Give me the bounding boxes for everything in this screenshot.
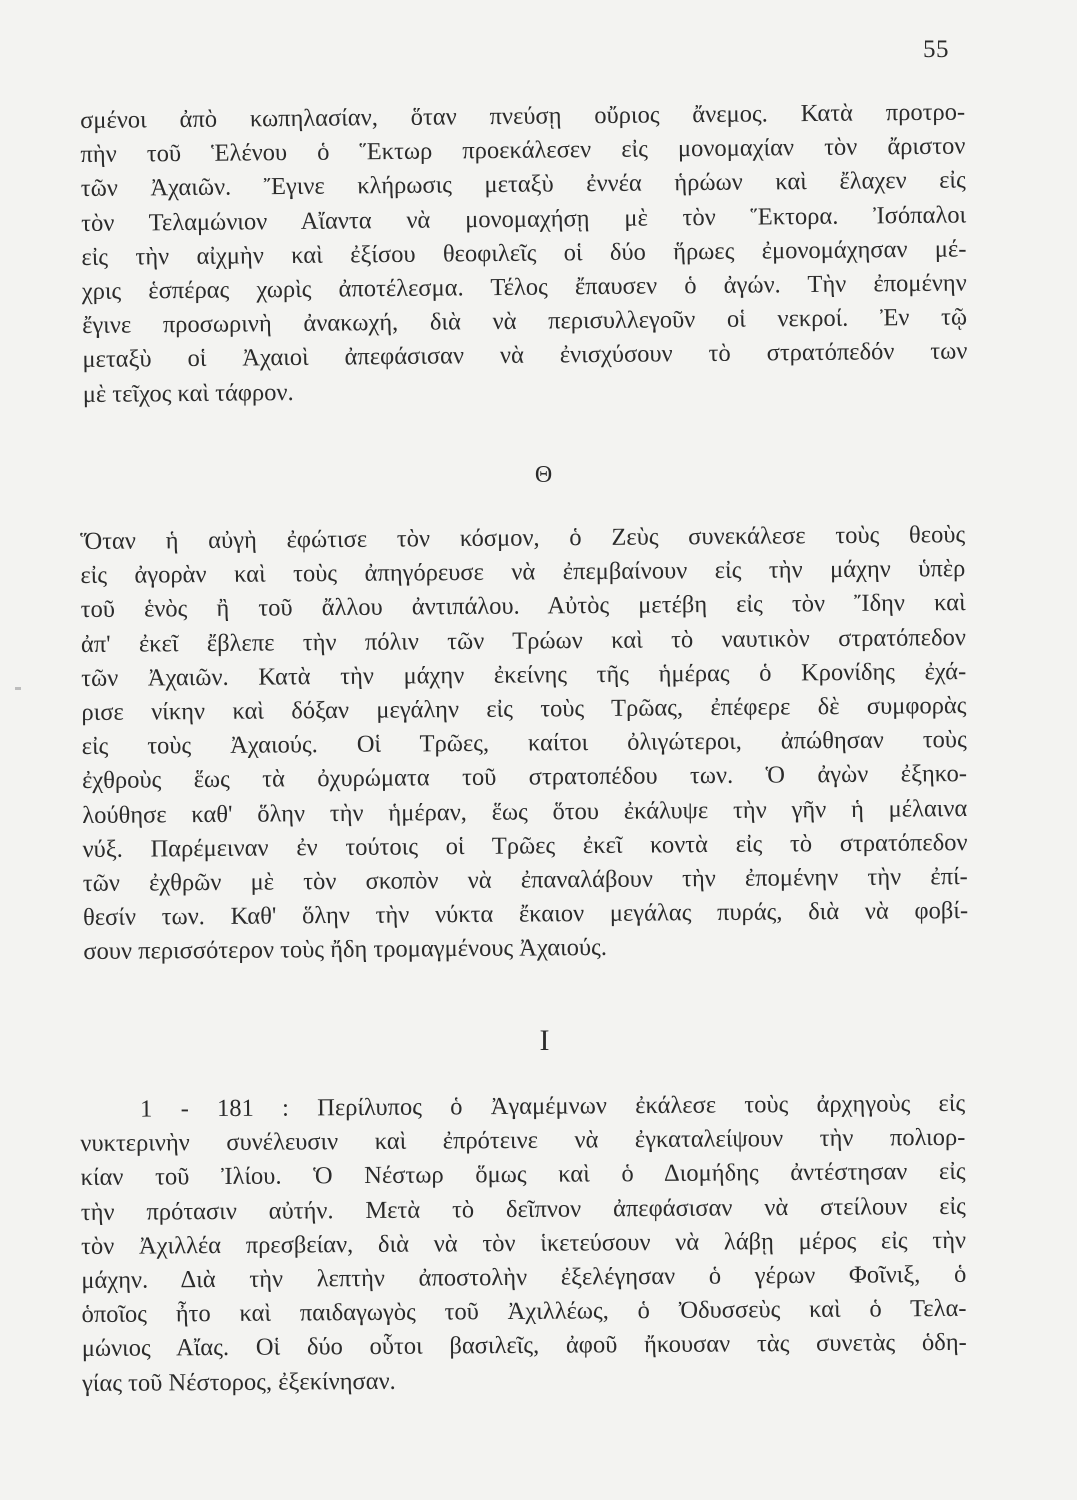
- text-line: τῶν Ἀχαιῶν. Ἔγινε κλήρωσις μεταξὺ ἐννέα ἡρώων καὶ ἔλαχεν εἰς: [80, 166, 966, 203]
- text-line: σουν περισσότερον τοὺς ἤδη τρομαγμένους Ἀχαιούς.: [83, 934, 608, 966]
- paragraph-1: [80, 96, 968, 412]
- text-line: χρις ἑσπέρας χωρὶς ἀποτέλεσμα. Τέλος ἔπαυσεν ὁ ἀγών. Τὴν ἐπομένην: [81, 269, 967, 305]
- section-heading-theta: Θ: [534, 462, 553, 488]
- text-line: ρισε νίκην καὶ δόξαν μεγάλην εἰς τοὺς Τρῶας, ἐπέφερε δὲ συμφορὰς: [81, 691, 967, 726]
- text-line: τῶν ἐχθρῶν μὲ τὸν σκοπὸν νὰ ἐπαναλάβουν τὴν ἐπομένην τὴν ἐπί-: [82, 862, 968, 897]
- text-line: τὴν πρότασιν αὐτήν. Μετὰ τὸ δεῖπνον ἀπεφάσισαν νὰ στείλουν εἰς: [80, 1192, 966, 1226]
- text-line: ἀπ' ἐκεῖ ἔβλεπε τὴν πόλιν τῶν Τρώων καὶ τὸ ναυτικὸν στρατόπεδον: [80, 623, 967, 658]
- text-line: εἰς τοὺς Ἀχαιούς. Οἱ Τρῶες, καίτοι ὀλιγώτεροι, ἀπώθησαν τοὺς: [81, 726, 967, 761]
- text-line: θεσίν των. Καθ' ὅλην τὴν νύκτα ἔκαιον μεγάλας πυράς, διὰ νὰ φοβί-: [82, 897, 969, 932]
- text-line: λούθησε καθ' ὅλην τὴν ἡμέραν, ἕως ὅτου ἐκάλυψε τὴν γῆν ἡ μέλαινα: [82, 794, 968, 829]
- paragraph-2: [80, 518, 968, 969]
- text-line: ἔγινε προσωρινὴ ἀνακωχή, διὰ νὰ περισυλλεγοῦν οἱ νεκροί. Ἐν τῷ: [81, 303, 968, 340]
- text-line: ὁποῖος ἦτο καὶ παιδαγωγὸς τοῦ Ἀχιλλέως, ὁ Ὀδυσσεὺς καὶ ὁ Τελα-: [81, 1294, 967, 1329]
- page-number: 55: [923, 36, 949, 63]
- text-line: μεταξὺ οἱ Ἀχαιοὶ ἀπεφάσισαν νὰ ἐνισχύσουν τὸ στρατόπεδόν των: [82, 337, 968, 374]
- section-heading-iota: Ι: [539, 1024, 550, 1057]
- text-line: κίαν τοῦ Ἰλίου. Ὁ Νέστωρ ὅμως καὶ ὁ Διομήδης ἀντέστησαν εἰς: [80, 1158, 966, 1192]
- paragraph-3: [80, 1087, 967, 1401]
- text-line: σμένοι ἀπὸ κωπηλασίαν, ὅταν πνεύσῃ οὔριος ἄνεμος. Κατὰ προτρο-: [80, 98, 966, 134]
- text-line: τοῦ ἑνὸς ἢ τοῦ ἄλλου ἀντιπάλου. Αὐτὸς μετέβη εἰς τὸν Ἴδην καὶ: [80, 589, 966, 624]
- text-line: μώνιος Αἴας. Οἱ δύο οὗτοι βασιλεῖς, ἀφοῦ ἤκουσαν τὰς συνετὰς ὁδη-: [81, 1329, 967, 1363]
- text-line: γίας τοῦ Νέστορος, ἐξεκίνησαν.: [81, 1367, 396, 1397]
- text-line: ἐχθροὺς ἕως τὰ ὀχυρώματα τοῦ στρατοπέδου των. Ὁ ἀγὼν ἐξηκο-: [81, 760, 968, 795]
- text-line: τὸν Τελαμώνιον Αἴαντα νὰ μονομαχήσῃ μὲ τὸν Ἕκτορα. Ἰσόπαλοι: [81, 201, 967, 237]
- margin-speck: [15, 687, 21, 690]
- text-line: μὲ τεῖχος καὶ τάφρον.: [82, 378, 294, 408]
- text-line: πὴν τοῦ Ἑλένου ὁ Ἕκτωρ προεκάλεσεν εἰς μονομαχίαν τὸν ἄριστον: [80, 132, 966, 169]
- text-line: Ὅταν ἡ αὐγὴ ἐφώτισε τὸν κόσμον, ὁ Ζεὺς συνεκάλεσε τοὺς θεοὺς: [80, 521, 966, 555]
- text-line: μάχην. Διὰ τὴν λεπτὴν ἀποστολὴν ἐξελέγησαν ὁ γέρων Φοῖνιξ, ὁ: [81, 1260, 967, 1294]
- text-line: τὸν Ἀχιλλέα πρεσβείαν, διὰ νὰ τὸν ἱκετεύσουν νὰ λάβῃ μέρος εἰς τὴν: [80, 1226, 967, 1260]
- text-line: 1 - 181 : Περίλυπος ὁ Ἀγαμέμνων ἐκάλεσε τοὺς ἀρχηγοὺς εἰς: [140, 1089, 966, 1123]
- text-line: νυκτερινὴν συνέλευσιν καὶ ἐπρότεινε νὰ ἐγκαταλείψουν τὴν πολιορ-: [80, 1124, 966, 1158]
- text-line: τῶν Ἀχαιῶν. Κατὰ τὴν μάχην ἐκείνης τῆς ἡμέρας ὁ Κρονίδης ἐχά-: [81, 657, 967, 692]
- text-line: νύξ. Παρέμειναν ἐν τούτοις οἱ Τρῶες ἐκεῖ κοντὰ εἰς τὸ στρατόπεδον: [82, 828, 968, 863]
- text-line: εἰς ἀγορὰν καὶ τοὺς ἀπηγόρευσε νὰ ἐπεμβαίνουν εἰς τὴν μάχην ὑπὲρ: [80, 555, 966, 590]
- text-line: εἰς τὴν αἰχμὴν καὶ ἐξίσου θεοφιλεῖς οἱ δύο ἥρωες ἐμονομάχησαν μέ-: [81, 235, 967, 271]
